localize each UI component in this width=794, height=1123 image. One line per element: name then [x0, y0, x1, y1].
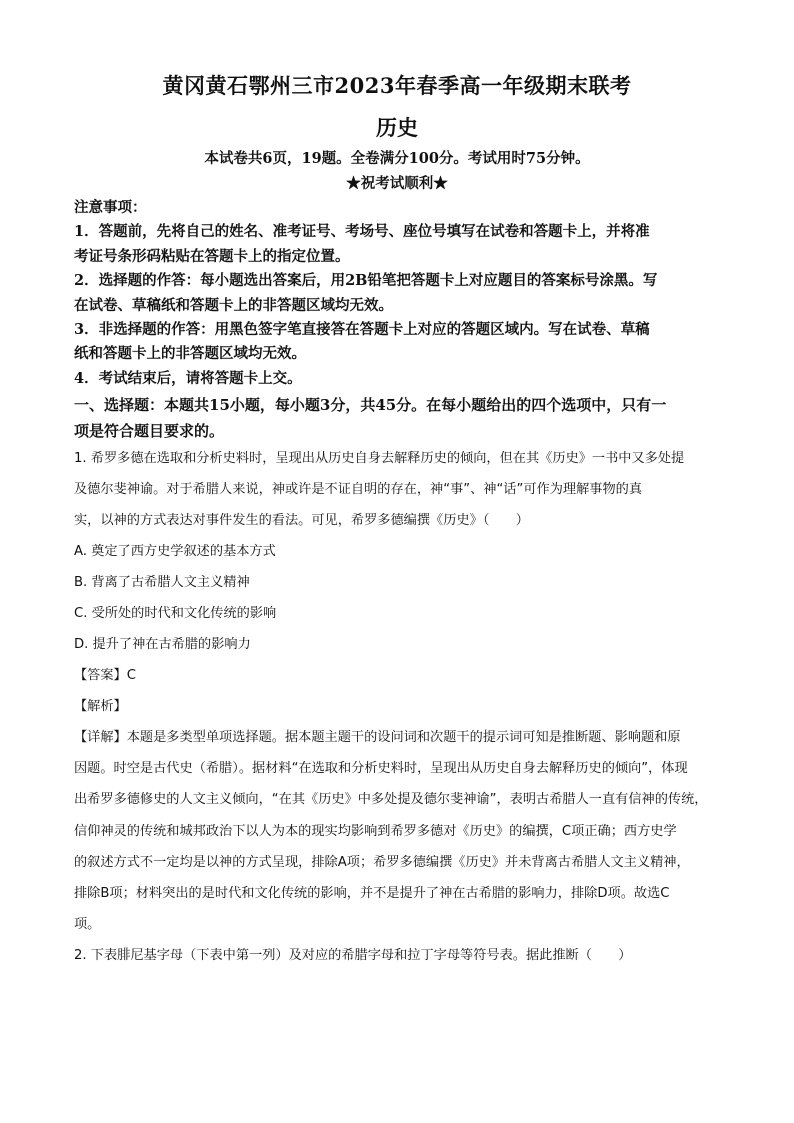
- question-stem-line: 及德尔斐神谕。对于希腊人来说，神或许是不证自明的存在，神“事”、神“话”可作为理解事物的真: [74, 482, 643, 497]
- note-line: 2．选择题的作答：每小题选出答案后，用2B铅笔把答题卡上对应题目的答案标号涂黑。写: [74, 272, 658, 290]
- detail-line: 排除B项；材料突出的是时代和文化传统的影响，并不是提升了神在古希腊的影响力，排除D项。故选C: [74, 886, 670, 902]
- note-line: 4．考试结束后，请将答题卡上交。: [74, 369, 302, 387]
- detail-line: 出希罗多德修史的人文主义倾向，“在其《历史》中多处提及德尔斐神谕”，表明古希腊人一直有信神的传统，: [74, 792, 708, 808]
- question-stem-line: 1. 希罗多德在选取和分析史料时，呈现出从历史自身去解释历史的倾向，但在其《历史》一书中又多处提: [74, 451, 685, 466]
- detail-line: 信仰神灵的传统和城邦政治下以人为本的现实均影响到希罗多德对《历史》的编撰，C项正确；西方史学: [74, 823, 677, 839]
- section-line: 一、选择题：本题共15小题，每小题3分，共45分。在每小题给出的四个选项中，只有一: [74, 396, 667, 414]
- answer-label: 【答案】: [74, 668, 127, 683]
- question-2: [74, 940, 724, 971]
- option-c: C. 受所处的时代和文化传统的影响: [74, 606, 277, 621]
- note-line: 1．答题前，先将自己的姓名、准考证号、考场号、座位号填写在试卷和答题卡上，并将准: [74, 223, 650, 241]
- subject-title: 历史: [376, 115, 418, 140]
- question-stem-line: 2. 下表腓尼基字母（下表中第一列）及对应的希腊字母和拉丁字母等符号表。据此推断（ ）: [74, 948, 632, 963]
- detail-line: 【详解】本题是多类型单项选择题。据本题主题干的设问词和次题干的提示词可知是推断题、影响题和原: [74, 730, 681, 745]
- answer-value: C: [126, 668, 136, 683]
- analysis-label: 【解析】: [74, 699, 127, 714]
- section-heading: [74, 392, 724, 444]
- exam-title: 黄冈黄石鄂州三市2023年春季高一年级期末联考: [162, 73, 632, 98]
- section-line: 项是符合题目要求的。: [74, 422, 225, 440]
- notes-heading: 注意事项：: [74, 199, 147, 216]
- note-line: 纸和答题卡上的非答题区域均无效。: [74, 345, 306, 363]
- good-luck-line: ★祝考试顺利★: [346, 175, 448, 192]
- note-line: 3．非选择题的作答：用黑色签字笔直接答在答题卡上对应的答题区域内。写在试卷、草稿: [74, 321, 650, 339]
- detail-line: 的叙述方式不一定均是以神的方式呈现，排除A项；希罗多德编撰《历史》并未背离古希腊人文主义精神，: [74, 854, 690, 870]
- exam-info: 本试卷共6页，19题。全卷满分100分。考试用时75分钟。: [204, 150, 590, 167]
- detail-line: 项。: [74, 917, 101, 933]
- notes-block: [74, 196, 724, 391]
- option-d: D. 提升了神在古希腊的影响力: [74, 637, 251, 652]
- answer-line: [74, 660, 724, 691]
- note-line: 考证号条形码粘贴在答题卡上的指定位置。: [74, 247, 350, 265]
- detail-explanation: [74, 722, 724, 940]
- note-line: 在试卷、草稿纸和答题卡上的非答题区域均无效。: [74, 296, 393, 314]
- detail-line: 因题。时空是古代史（希腊）。据材料“在选取和分析史料时，呈现出从历史自身去解释历史的倾向”，体现: [74, 761, 688, 777]
- question-1: [74, 443, 724, 722]
- question-stem-line: 实，以神的方式表达对事件发生的看法。可见，希罗多德编撰《历史》（ ）: [74, 513, 529, 528]
- option-a: A. 奠定了西方史学叙述的基本方式: [74, 544, 276, 559]
- option-b: B. 背离了古希腊人文主义精神: [74, 575, 250, 590]
